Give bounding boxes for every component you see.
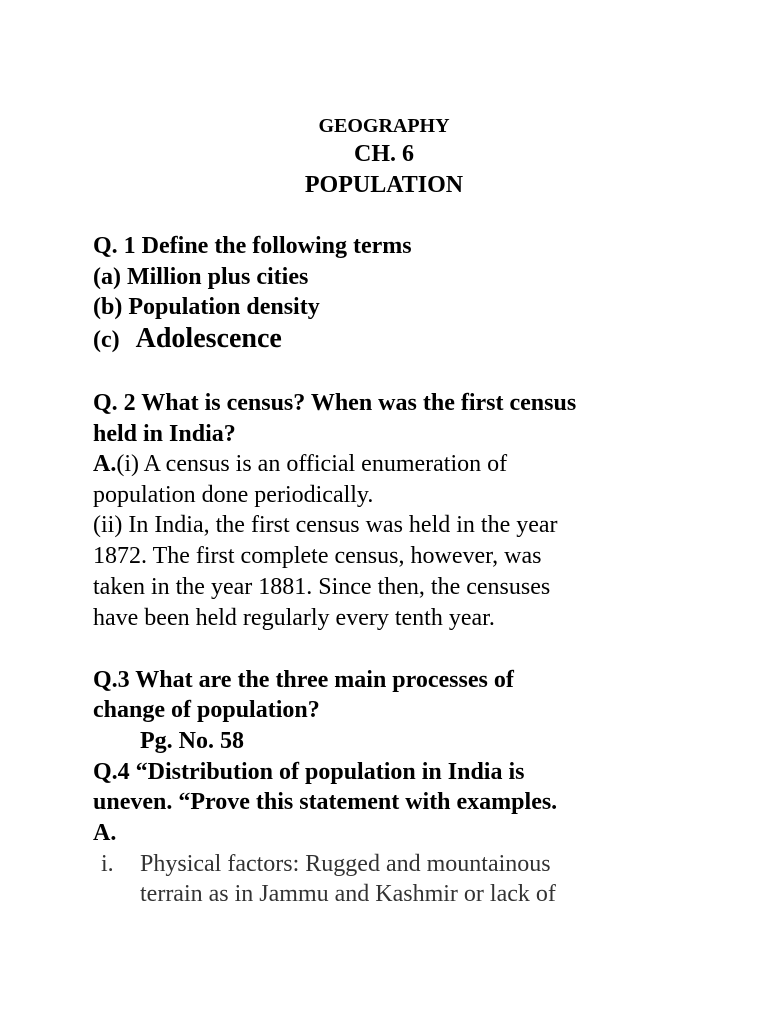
q2-answer-marker: A. — [93, 451, 117, 477]
q2-answer-line: 1872. The first complete census, however, was — [93, 543, 542, 569]
q2-answer-line — [93, 449, 507, 479]
q2-answer-line: taken in the year 1881. Since then, the censuses — [93, 574, 551, 600]
q1-item-b: (b) Population density — [93, 294, 320, 320]
q3-question-line: change of population? — [93, 697, 320, 723]
q1-item-c-text: Adolescence — [135, 323, 282, 354]
q4-question-line: uneven. “Prove this statement with examples. — [93, 789, 558, 815]
page-title: POPULATION — [304, 172, 464, 198]
q2-question-line: Q. 2 What is census? When was the first census — [93, 390, 577, 416]
q2-answer-line: population done periodically. — [93, 482, 374, 508]
q2-answer-text: (i) A census is an official enumeration of — [116, 451, 508, 477]
q1-question: Q. 1 Define the following terms — [93, 233, 412, 259]
q4-question-line: Q.4 “Distribution of population in India is — [93, 759, 525, 785]
subject-heading: GEOGRAPHY — [318, 115, 450, 137]
q1-item-a: (a) Million plus cities — [93, 264, 309, 290]
q4-list-marker: i. — [101, 851, 114, 877]
q4-list-line: terrain as in Jammu and Kashmir or lack of — [140, 881, 556, 907]
q4-answer-marker: A. — [93, 820, 117, 846]
q1-item-c — [93, 324, 282, 358]
q4-list-line: Physical factors: Rugged and mountainous — [140, 851, 551, 877]
chapter-heading: CH. 6 — [354, 141, 414, 167]
q3-page-reference: Pg. No. 58 — [140, 728, 244, 754]
q2-answer-line: have been held regularly every tenth year. — [93, 605, 495, 631]
q2-answer-line: (ii) In India, the first census was held in the year — [93, 512, 558, 538]
q3-question-line: Q.3 What are the three main processes of — [93, 667, 514, 693]
q1-item-c-marker: (c) — [93, 327, 120, 353]
q2-question-line: held in India? — [93, 421, 236, 447]
